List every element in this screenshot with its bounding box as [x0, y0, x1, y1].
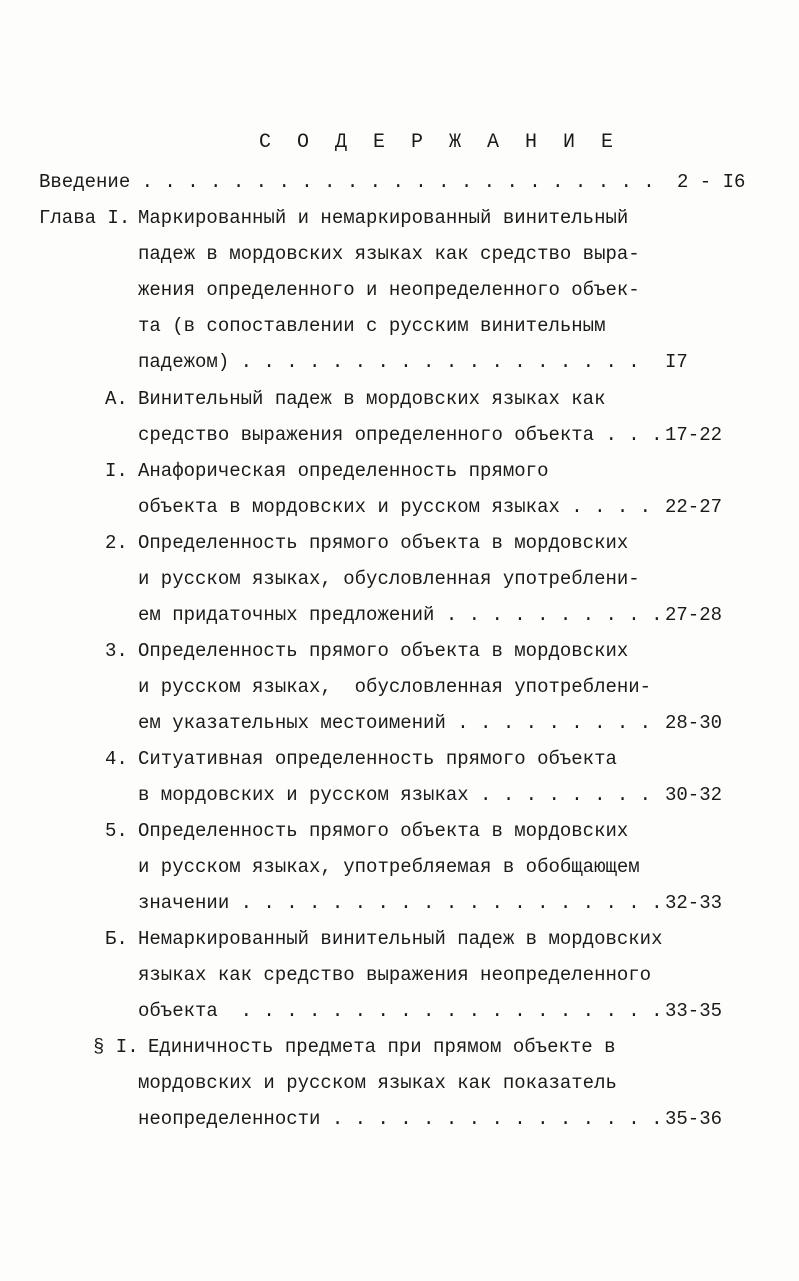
toc-entry-ch1-line: Маркированный и немаркированный винительный	[138, 207, 629, 229]
toc-entry-s4-line: в мордовских и русском языках . . . . . . . .	[138, 784, 652, 806]
toc-entry-s5-line: значении . . . . . . . . . . . . . . . . . . .	[138, 892, 663, 914]
toc-entry-secB-number: Б.	[105, 928, 128, 950]
toc-entry-s2-line: ем придаточных предложений . . . . . . . . . .	[138, 604, 663, 626]
toc-entry-s5-number: 5.	[105, 820, 128, 842]
toc-entry-s5-line: Определенность прямого объекта в мордовских	[138, 820, 629, 842]
toc-entry-s1-line: Анафорическая определенность прямого	[138, 460, 549, 482]
toc-entry-secB-line: Немаркированный винительный падеж в мордовских	[138, 928, 663, 950]
toc-entry-s3-line: ем указательных местоимений . . . . . . . . .	[138, 712, 652, 734]
toc-entry-s4-pages: 30-32	[665, 784, 723, 806]
toc-entry-s3-line: и русском языках, обусловленная употреблени-	[138, 676, 652, 698]
toc-entry-s4-number: 4.	[105, 748, 128, 770]
toc-entry-s1-pages: 22-27	[665, 496, 723, 518]
toc-entry-ch1-line: падеж в мордовских языках как средство выра-	[138, 243, 640, 265]
toc-entry-secB-line: языках как средство выражения неопределенного	[138, 964, 652, 986]
toc-entry-intro-pages: 2 - I6	[677, 171, 746, 193]
toc-entry-s2-pages: 27-28	[665, 604, 723, 626]
toc-entry-s1-line: объекта в мордовских и русском языках . . . .	[138, 496, 652, 518]
toc-entry-s2-line: Определенность прямого объекта в мордовских	[138, 532, 629, 554]
toc-entry-para1-line: неопределенности . . . . . . . . . . . . . . .	[138, 1108, 663, 1130]
toc-entry-secB-pages: 33-35	[665, 1000, 723, 1022]
toc-entry-ch1-line: та (в сопоставлении с русским винительным	[138, 315, 606, 337]
toc-entry-s3-line: Определенность прямого объекта в мордовских	[138, 640, 629, 662]
toc-entry-s2-line: и русском языках, обусловленная употреблени-	[138, 568, 640, 590]
toc-entry-ch1-line: падежом) . . . . . . . . . . . . . . . . . .	[138, 351, 640, 373]
toc-entry-para1-line: мордовских и русском языках как показатель	[138, 1072, 617, 1094]
toc-entry-secA-number: А.	[105, 388, 128, 410]
toc-entry-secA-line: Винительный падеж в мордовских языках как	[138, 388, 606, 410]
toc-entry-secB-line: объекта . . . . . . . . . . . . . . . . . . .	[138, 1000, 663, 1022]
toc-entry-para1-pages: 35-36	[665, 1108, 723, 1130]
toc-entry-para1-number: § I.	[93, 1036, 139, 1058]
toc-entry-s3-pages: 28-30	[665, 712, 723, 734]
toc-entry-s4-line: Ситуативная определенность прямого объекта	[138, 748, 617, 770]
toc-entry-ch1-pages: I7	[665, 351, 688, 373]
toc-entry-s5-line: и русском языках, употребляемая в обобщающем	[138, 856, 640, 878]
toc-entry-para1-line: Единичность предмета при прямом объекте в	[148, 1036, 616, 1058]
toc-entry-ch1-line: жения определенного и неопределенного объек-	[138, 279, 640, 301]
toc-entry-intro-label: Введение . . . . . . . . . . . . . . . . . . . . . . .	[39, 171, 655, 193]
toc-entry-secA-pages: 17-22	[665, 424, 723, 446]
toc-entry-s3-number: 3.	[105, 640, 128, 662]
toc-entry-s2-number: 2.	[105, 532, 128, 554]
page-title: С О Д Е Р Ж А Н И Е	[259, 131, 621, 154]
toc-entry-s5-pages: 32-33	[665, 892, 723, 914]
toc-entry-s1-number: I.	[105, 460, 128, 482]
toc-entry-ch1-number: Глава I.	[39, 207, 131, 229]
toc-entry-secA-line: средство выражения определенного объекта . . .	[138, 424, 663, 446]
